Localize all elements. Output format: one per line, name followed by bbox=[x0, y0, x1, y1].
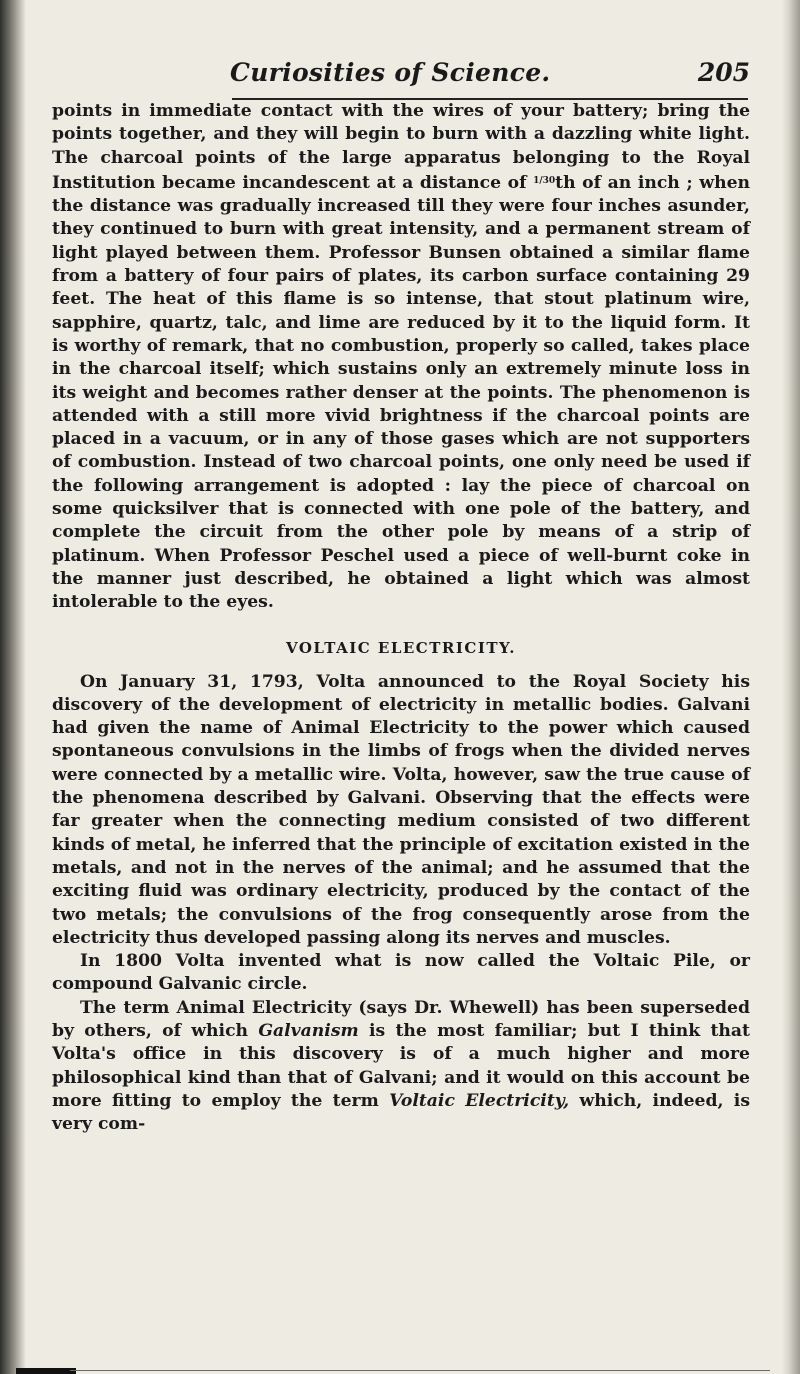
note-text-2: is the most familiar; but I think that Volta's office in this discovery is of a much higher and more philosophical kind than that of Galvani; and it would on this account be more fitting to employ the term bbox=[52, 1020, 750, 1111]
note-emphasis-voltaic: Voltaic Electricity, bbox=[389, 1090, 570, 1111]
running-title: Curiosities of Science. bbox=[230, 58, 551, 87]
scan-artifact-line bbox=[70, 1370, 770, 1371]
fraction: 1/30 bbox=[533, 175, 556, 186]
scan-artifact-bar bbox=[16, 1368, 76, 1374]
note-paragraph bbox=[52, 997, 750, 1137]
note-text-3: which, indeed, is very com- bbox=[52, 1090, 750, 1135]
section-heading: VOLTAIC ELECTRICITY. bbox=[285, 638, 517, 657]
note-emphasis-galvanism: Galvanism bbox=[258, 1020, 359, 1041]
note-text: The term Animal Electricity (says Dr. Whewell) has been superseded by others, of which bbox=[52, 997, 750, 1041]
paragraph-text: points in immediate contact with the wires of your battery; bring the points together, and they will begin to burn with a dazzling white light. The charcoal points of the large apparatus belonging to the Royal Institution became incandescent at a distance of bbox=[52, 101, 750, 193]
paragraph-continued bbox=[52, 100, 750, 615]
running-head bbox=[52, 58, 774, 98]
fraction-suffix: th bbox=[555, 172, 576, 193]
paragraph-voltaic-pile: In 1800 Volta invented what is now called the Voltaic Pile, or compound Galvanic circle. bbox=[52, 951, 750, 995]
paragraph-volta-announcement: On January 31, 1793, Volta announced to the Royal Society his discovery of the development of electricity in metallic bodies. Galvani had given the name of Animal Electricity to the power which caused spontaneous convulsions in the limbs of frogs when the divided nerves were connected by a metallic wire. Volta, however, saw the true cause of the phenomena described by Galvani. Observing that the effects were far greater when the connecting medium consisted of two different kinds of metal, he inferred that the principle of excitation existed in the metals, and not in the nerves of the animal; and he assumed that the exciting fluid was ordinary electricity, produced by the contact of the two metals; the convulsions of the frog consequently arose from the electricity thus developed passing along its nerves and muscles. bbox=[52, 671, 750, 948]
binding-shadow bbox=[0, 0, 26, 1374]
page-edge-shadow bbox=[782, 0, 800, 1374]
paragraph-text-rest: of an inch ; when the distance was gradually increased till they were four inches asunder, they continued to burn with great intensity, and a permanent stream of light played between them. Professor Bunsen obtained a similar flame from a battery of four pairs of plates, its carbon surface containing 29 feet. The heat of this flame is so intense, that stout platinum wire, sapphire, quartz, talc, and lime are reduced by it to the liquid form. It is worthy of remark, that no combustion, properly so called, takes place in the charcoal itself; which sustains only an extremely minute loss in its weight and becomes rather denser at the points. The phenomenon is attended with a still more vivid brightness if the charcoal points are placed in a vacuum, or in any of those gases which are not supporters of combustion. Instead of two charcoal points, one only need be used if the following arrangement is adopted : lay the piece of charcoal on some quicksilver that is connected with one pole of the battery, and complete the circuit from the other pole by means of a strip of platinum. When Professor Peschel used a piece of well-burnt coke in the manner just described, he obtained a light which was almost intolerable to the eyes. bbox=[52, 172, 751, 613]
page-number: 205 bbox=[697, 58, 750, 87]
body-text bbox=[52, 100, 750, 1136]
book-page bbox=[52, 0, 774, 1374]
